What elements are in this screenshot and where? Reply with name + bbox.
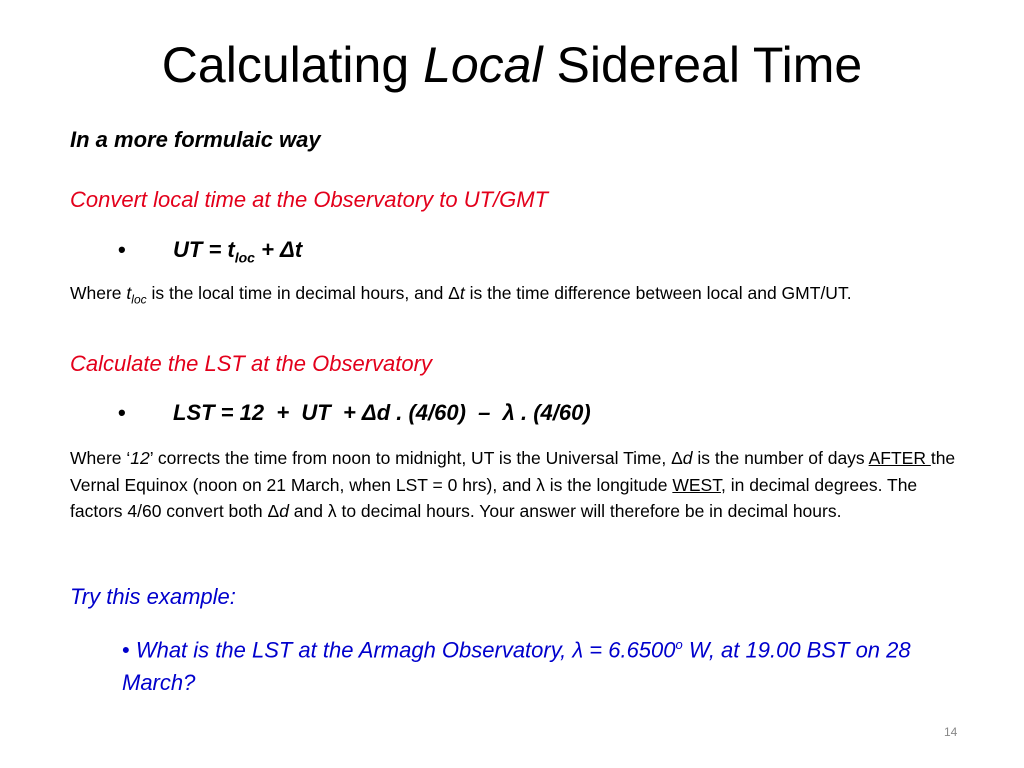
example-question: • What is the LST at the Armagh Observatory, $\lambda = 6.6500^o$ W, at 19.00 BST on 28 March?	[122, 637, 911, 696]
subheading: In a more formulaic way	[70, 127, 321, 152]
paragraph-lst-explanation: Where ‘12’ corrects the time from noon to midnight, UT is the Universal Time, Δd is the number of days AFTER the Vernal Equinox (noon on 21 March, when LST = 0 hrs), and λ is the longitude WEST, in decimal degrees. The factors 4/60 convert both Δd and λ to decimal hours. Your answer will therefore be in decimal hours.	[70, 448, 956, 521]
formula-ut: • UT = $t_{loc} + \Delta t$	[118, 237, 303, 266]
section-example-heading: Try this example:	[70, 584, 236, 609]
formula-lst: • LST = 12 + UT + Δd . (4/60) – λ . (4/60)	[118, 400, 591, 425]
slide-title: Calculating Local Sidereal Time	[161, 37, 863, 93]
page-number: 14	[944, 725, 958, 739]
paragraph-ut-explanation: Where $t_{loc}$ is the local time in decimal hours, and Δt is the time difference between local and GMT/UT.	[70, 283, 852, 307]
section-lst-heading: Calculate the LST at the Observatory	[70, 351, 432, 376]
section-convert-heading: Convert local time at the Observatory to UT/GMT	[70, 187, 549, 212]
